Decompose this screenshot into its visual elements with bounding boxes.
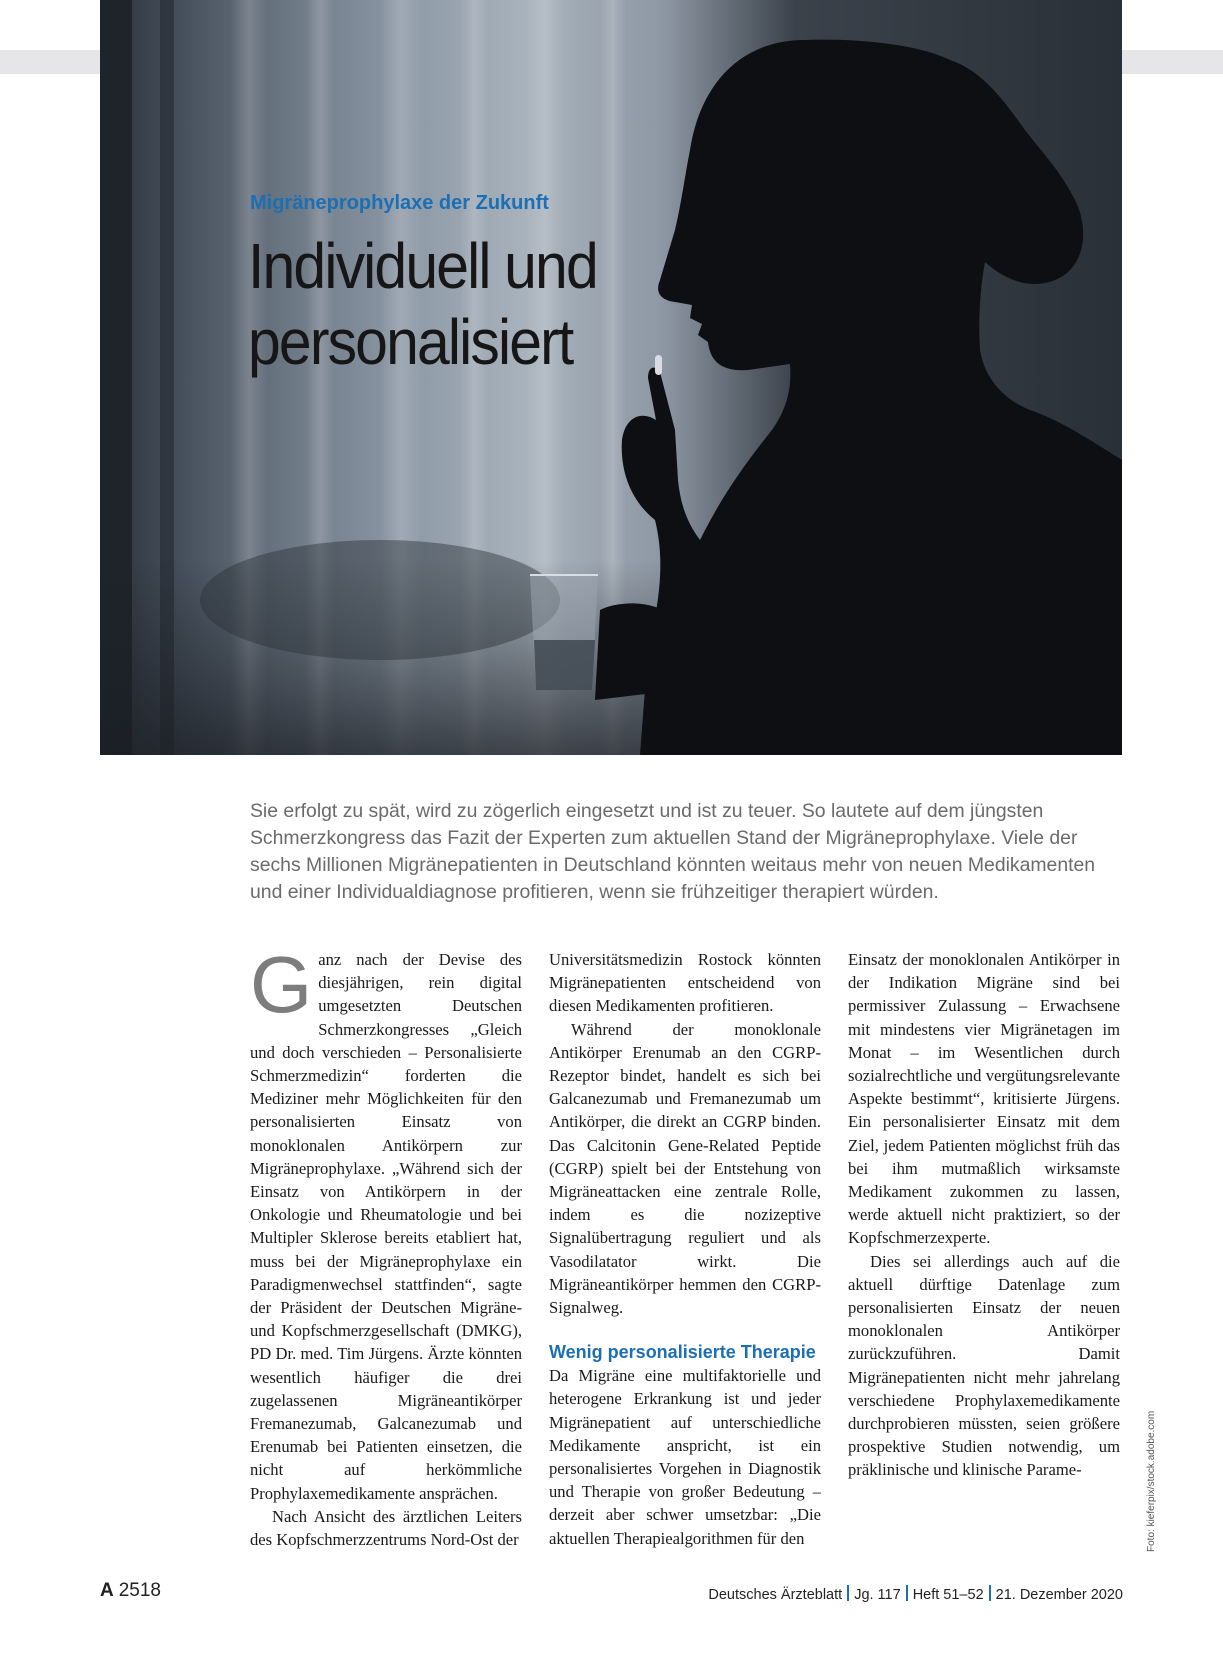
article-kicker: Migräneprophylaxe der Zukunft	[250, 192, 549, 214]
body-column-1	[250, 948, 522, 1558]
journal-footer	[708, 1585, 1123, 1603]
photo-credit: Foto: kieferpix/stock.adobe.com	[1146, 1410, 1157, 1552]
page-number: 2518	[118, 1580, 162, 1601]
dropcap-letter: G	[250, 948, 313, 1029]
article-lead: Sie erfolgt zu spät, wird zu zögerlich eingesetzt und ist zu teuer. So lautete auf dem jüngsten Schmerzkongress das Fazit der Experten zum aktuellen Stand der Migräneprophylaxe. Viele der sechs Millionen Migränepatienten in Deutschland könnten weitaus mehr von neuen Medikamenten und einer Individualdiagnose profitieren, wenn sie frühzeitiger therapiert würden.	[250, 800, 1096, 903]
footer-separator	[847, 1585, 849, 1601]
section-subhead: Wenig personalisierte Therapie	[549, 1342, 816, 1363]
body-paragraph-5: Dies sei allerdings auch auf die aktuell dürftige Datenlage zum personalisierten Einsatz der neuen monoklonalen Antikörper zurückzuführen. Damit Migränepatienten nicht mehr jahrelang verschiedene Prophylaxemedikamente durchprobieren müssten, seien größere prospektive Studien notwendig, um präklinische und klinische Parame-	[848, 1251, 1120, 1480]
body-paragraph-1-text: anz nach der Devise des diesjährigen, rein digital umgesetzten Deutschen Schmerzkongresses „Gleich und doch verschieden – Personalisierte Schmerzmedizin“ forderten die Mediziner mehr Möglichkeiten für den personalisierten Einsatz von monoklonalen Antikörpern zur Migräneprophylaxe. „Während sich der Einsatz von Antikörpern in der Onkologie und Rheumatologie und bei Multipler Sklerose bereits etabliert hat, muss bei der Migräneprophylaxe ein Paradigmenwechsel stattfinden“, sagte der Präsident der Deutschen Migräne- und Kopfschmerzgesellschaft (DMKG), PD Dr. med. Tim Jürgens. Ärzte könnten wesentlich häufiger die drei zugelassenen Migräneantikörper Fremanezumab, Galcanezumab und Erenumab bei Patienten einsetzen, die nicht auf herkömmliche Prophylaxemedikamente ansprächen.	[250, 950, 522, 1503]
body-paragraph-4-continued: Einsatz der monoklonalen Antikörper in der Indikation Migräne sind bei permissiver Zulassung – Erwachsene mit mindestens vier Migränetagen im Monat – im Wesentlichen durch sozialrechtliche und vergütungsrelevante Aspekte bestimmt“, kritisierte Jürgens. Ein personalisierter Einsatz mit dem Ziel, jedem Patienten möglichst früh das bei ihm mutmaßlich wirksamste Medikament zukommen zu lassen, werde aktuell nicht praktiziert, so der Kopfschmerzexperte.	[848, 950, 1120, 1248]
journal-name: Deutsches Ärzteblatt	[708, 1587, 843, 1603]
footer-separator	[906, 1585, 908, 1601]
article-headline: Individuell und personalisiert	[248, 230, 597, 378]
body-paragraph-3: Während der monoklonale Antikörper Erenumab an den CGRP-Rezeptor bindet, handelt es sich bei Galcanezumab und Fremanezumab um Antikörper, die direkt an CGRP binden. Das Calcitonin Gene-Related Peptide (CGRP) spielt bei der Entstehung von Migräneattacken eine zentrale Rolle, indem es die nozizeptive Signalübertragung reguliert und als Vasodilatator wirkt. Die Migräneantikörper hemmen den CGRP-Signalweg.	[549, 1019, 821, 1318]
body-paragraph-1	[250, 948, 522, 1505]
body-paragraph-2-continued: Universitätsmedizin Rostock könnten Migränepatienten entscheidend von diesen Medikamenten profitieren.	[549, 950, 821, 1016]
page-folio	[100, 1580, 161, 1602]
folio-prefix: A	[100, 1580, 114, 1601]
journal-date: 21. Dezember 2020	[995, 1587, 1123, 1603]
journal-issue: Heft 51–52	[912, 1587, 984, 1603]
journal-volume: Jg. 117	[854, 1587, 901, 1603]
body-column-2	[549, 948, 821, 1558]
body-paragraph-4: Da Migräne eine multifaktorielle und heterogene Erkrankung ist und jeder Migränepatient auf unterschiedliche Medikamente anspricht, ist ein personalisiertes Vorgehen in Diagnostik und Therapie von großer Bedeutung – derzeit aber schwer umsetzbar: „Die aktuellen Therapiealgorithmen für den	[549, 1366, 821, 1548]
footer-separator	[989, 1585, 991, 1601]
body-paragraph-2-text: Nach Ansicht des ärztlichen Leiters des Kopfschmerzzentrums Nord-Ost der	[250, 1506, 522, 1550]
body-paragraph-2	[250, 1505, 522, 1551]
body-column-3	[848, 948, 1120, 1558]
